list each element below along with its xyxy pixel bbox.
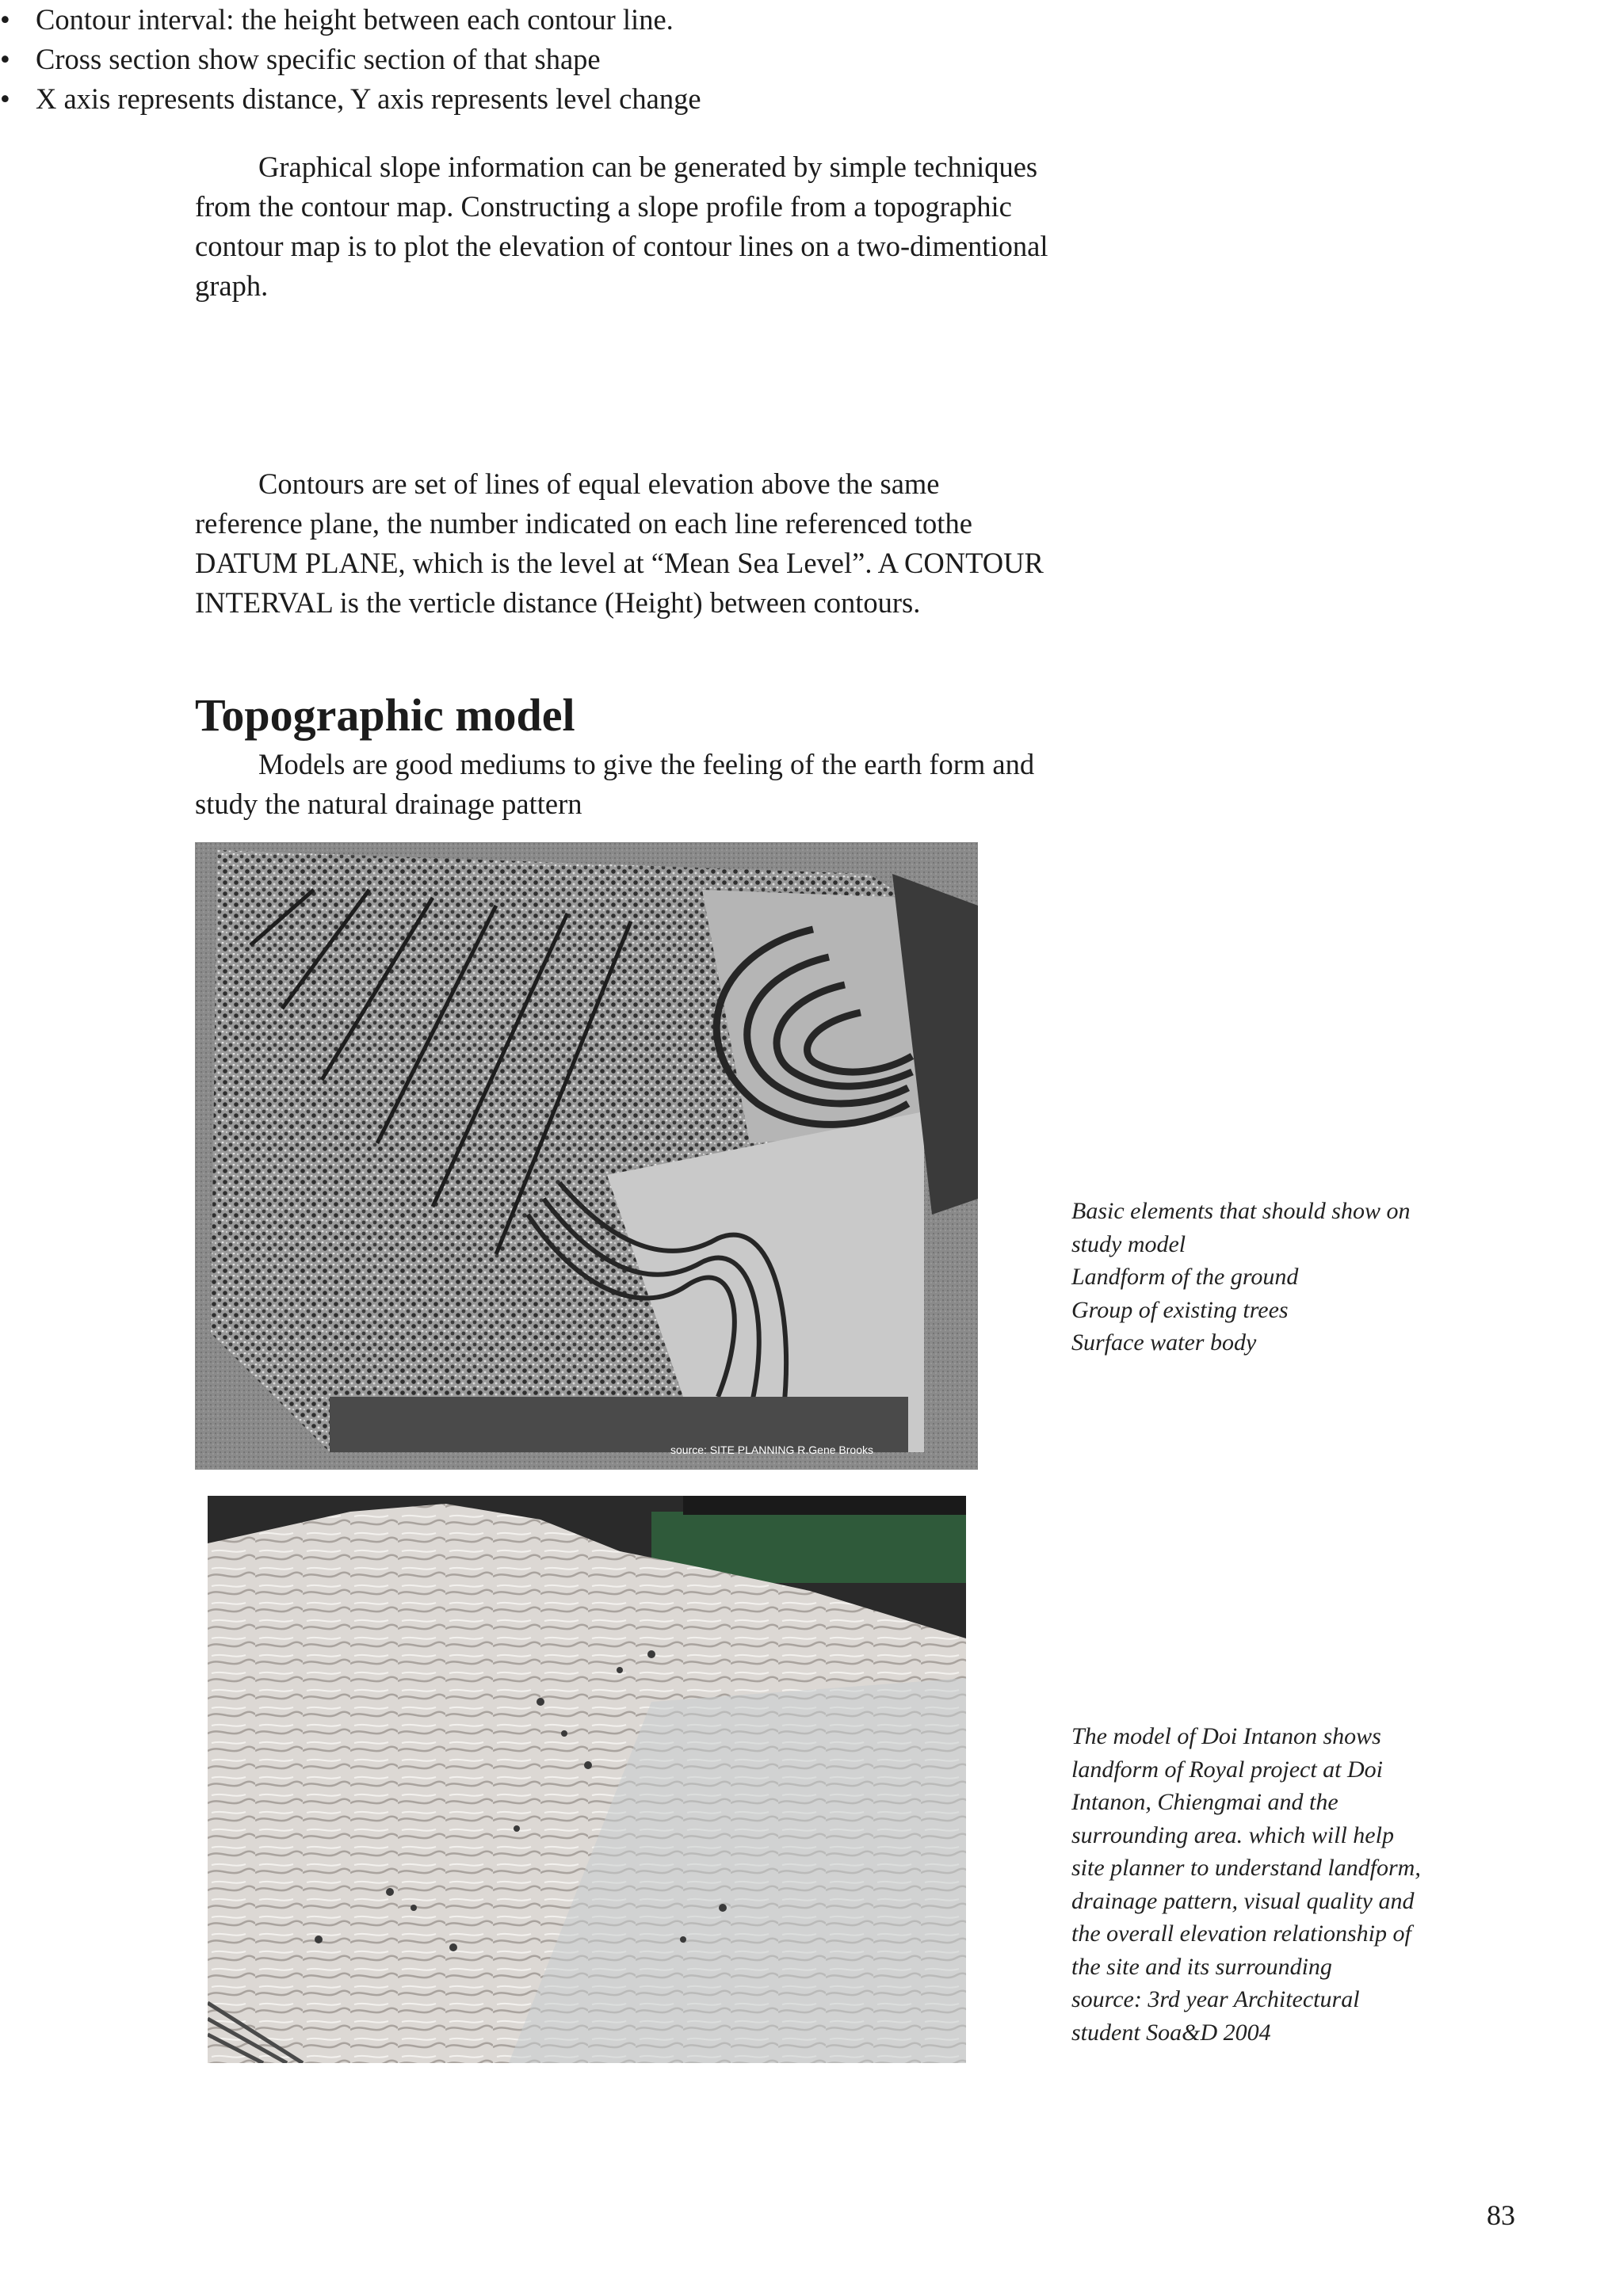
photo-source-label: source: SITE PLANNING R.Gene Brooks xyxy=(670,1444,873,1456)
paragraph-models: Models are good mediums to give the feeling of the earth form and study the natural drainage pattern xyxy=(195,748,1035,820)
terrain-model-illustration xyxy=(208,1496,966,2063)
contour-model-illustration xyxy=(195,842,978,1470)
figure-caption-study-model xyxy=(1071,1195,1515,1360)
bullet-glyph: • xyxy=(0,82,10,115)
caption-line: The model of Doi Intanon shows xyxy=(1071,1723,1381,1749)
page-number: 83 xyxy=(1487,2199,1515,2231)
caption-line: drainage pattern, visual quality and xyxy=(1071,1887,1415,1914)
caption-line: source: 3rd year Architectural xyxy=(1071,1986,1360,2012)
caption-line: study model xyxy=(1071,1230,1186,1257)
bullet-list xyxy=(0,0,792,119)
section-heading: Topographic model xyxy=(195,689,575,741)
caption-line: site planner to understand landform, xyxy=(1071,1855,1421,1881)
caption-line: the overall elevation relationship of xyxy=(1071,1920,1411,1947)
caption-line: student Soa&D 2004 xyxy=(1071,2019,1271,2046)
bullet-text: Cross section show specific section of that shape xyxy=(36,43,601,75)
bullet-item xyxy=(0,0,792,40)
bullet-text: X axis represents distance, Y axis represents level change xyxy=(36,82,701,115)
doi-intanon-model-photo xyxy=(208,1496,966,2063)
figure-caption-doi-intanon xyxy=(1071,1720,1515,2049)
bullet-item xyxy=(0,40,792,79)
caption-line: Group of existing trees xyxy=(1071,1296,1289,1323)
bullet-glyph: • xyxy=(0,3,10,36)
caption-line: the site and its surrounding xyxy=(1071,1953,1332,1980)
caption-line: surrounding area. which will help xyxy=(1071,1821,1394,1848)
caption-line: Surface water body xyxy=(1071,1329,1257,1356)
paragraph-contours-definition: Contours are set of lines of equal elevation above the same reference plane, the number indicated on each line referenced tothe DATUM PLANE, which is the level at “Mean Sea Level”. A CONTOUR INTERVAL is the verticle distance (Height) between contours. xyxy=(195,467,1044,619)
caption-line: Intanon, Chiengmai and the xyxy=(1071,1789,1338,1815)
caption-line: Basic elements that should show on xyxy=(1071,1198,1411,1224)
caption-line: Landform of the ground xyxy=(1071,1264,1299,1290)
contour-model-photo xyxy=(195,842,978,1470)
bullet-glyph: • xyxy=(0,43,10,75)
paragraph-slope-information: Graphical slope information can be generated by simple techniques from the contour map. Constructing a slope profile from a topographic contour map is to plot the elevation of contour lines on a two-dimentional graph. xyxy=(195,151,1048,302)
bullet-item xyxy=(0,79,792,119)
caption-line: landform of Royal project at Doi xyxy=(1071,1756,1384,1783)
bullet-text: Contour interval: the height between each contour line. xyxy=(36,3,674,36)
